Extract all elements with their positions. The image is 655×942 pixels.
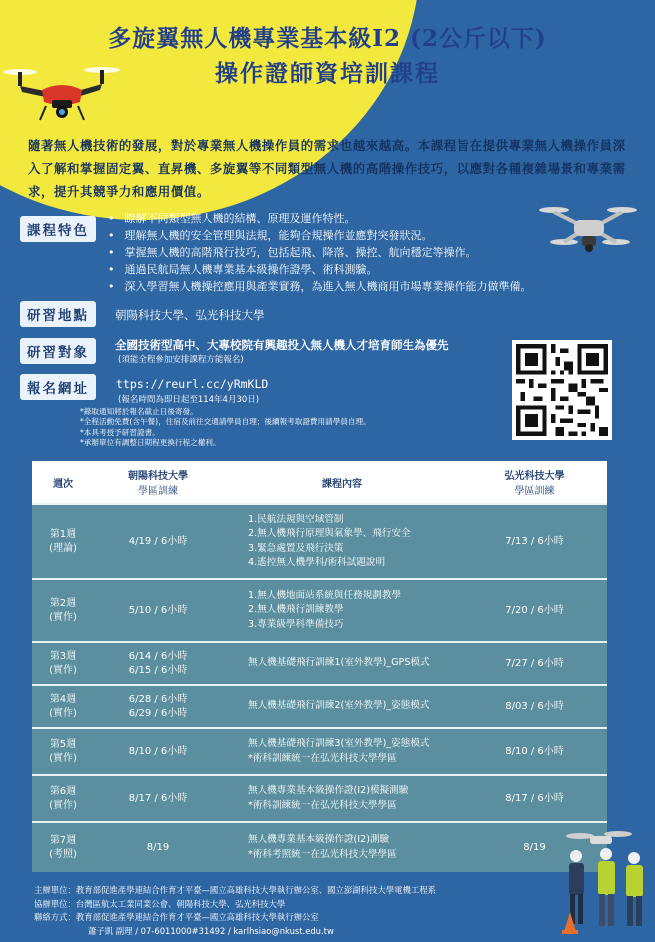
footer-contact: 聯絡方式：教育部促進產學連結合作育才平臺—國立高雄科技大學執行辦公室 xyxy=(34,912,319,922)
location-value: 朝陽科技大學、弘光科技大學 xyxy=(115,308,265,322)
table-row xyxy=(32,821,607,872)
row-content: 無人機基礎飛行訓練2(室外教學)_姿態模式 xyxy=(248,700,430,712)
row-cyut: 8/19 xyxy=(146,841,170,853)
table-row xyxy=(32,641,607,684)
header-week: 週次 xyxy=(53,478,73,490)
row-cyut: 6/28 / 6小時 6/29 / 6小時 xyxy=(128,693,188,719)
row-cyut: 6/14 / 6小時 6/15 / 6小時 xyxy=(128,650,188,676)
row-week: 第5週 (實作) xyxy=(49,738,77,764)
footer-coorganizer: 協辦單位：台灣區航太工業同業公會、朝陽科技大學、弘光科技大學 xyxy=(34,898,286,909)
row-content: 無人機專業基本級操作證(I2)測驗 *術科考照統一在弘光科技大學學區 xyxy=(248,834,397,860)
drone-illustration-right xyxy=(538,196,638,264)
row-cyut: 5/10 / 6小時 xyxy=(128,604,188,616)
row-hk: 8/03 / 6小時 xyxy=(505,700,564,712)
header-cyut xyxy=(94,467,222,497)
feature-item: • 掌握無人機的高階飛行技巧，包括起飛、降落、操控、航向穩定等操作。 xyxy=(108,244,648,261)
row-content: 無人機專業基本級操作證(I2)模擬測驗 *術科訓練統一在弘光科技大學學區 xyxy=(248,785,409,811)
header-cyut-line1: 朝陽科技大學 xyxy=(128,471,188,482)
features-label: 課程特色 xyxy=(20,216,96,242)
table-row xyxy=(32,503,607,578)
row-week: 第1週 (理論) xyxy=(49,528,77,554)
header-hk-line2: 學區訓練 xyxy=(514,486,555,497)
footer-contact-detail[interactable]: 蕭子凱 副理 / 07-6011000#31492 / karlhsiao@nkust.edu.tw xyxy=(88,925,334,936)
table-header xyxy=(32,461,607,503)
row-week: 第7週 (考照) xyxy=(49,834,77,860)
row-content: 無人機基礎飛行訓練1(室外教學)_GPS模式 xyxy=(248,657,430,669)
feature-item: • 理解無人機的安全管理與法規，能夠合規操作並應對突發狀況。 xyxy=(108,227,648,244)
row-cyut: 8/10 / 6小時 xyxy=(128,745,188,757)
title-line-2: 操作證師資培訓課程 xyxy=(215,60,440,87)
table-row xyxy=(32,774,607,821)
table-row xyxy=(32,578,607,641)
header-cyut-line2: 學區訓練 xyxy=(138,486,178,497)
notes-list xyxy=(80,407,371,448)
row-hk: 8/10 / 6小時 xyxy=(505,745,564,757)
row-week: 第4週 (實作) xyxy=(49,693,77,719)
drone-illustration-left xyxy=(2,62,122,124)
header-hk-line1: 弘光科技大學 xyxy=(504,471,565,482)
row-week: 第3週 (實作) xyxy=(49,650,77,676)
note-item: *錄取通知將於報名截止日後寄發。 xyxy=(80,407,198,416)
intro-paragraph: 隨著無人機技術的發展，對於專業無人機操作員的需求也越來越高。本課程旨在提供專業無人機操作員深入了解和掌握固定翼、直昇機、多旋翼等不同類型無人機的高階操作技巧，以應對各種複雜場景和專業需求，提升其競爭力和應用價值。 xyxy=(28,138,626,199)
note-item: *承辦單位有調整日期程更換行程之權利。 xyxy=(80,437,221,447)
row-cyut: 4/19 / 6小時 xyxy=(128,535,188,547)
signup-label: 報名網址 xyxy=(20,374,96,400)
note-item: *全程活動免費(含午餐)，住宿及前往交通請學員自理；後續報考取證費用請學員自理。 xyxy=(80,417,371,427)
row-hk: 8/19 xyxy=(523,841,546,853)
audience-value: 全國技術型高中、大專校院有興趣投入無人機人才培育師生為優先 xyxy=(115,338,449,352)
feature-item: • 通過民航局無人機專業基本級操作證學、術科測驗。 xyxy=(108,261,648,278)
signup-period: (報名時間為即日起至114年4月30日) xyxy=(118,395,260,405)
signup-url[interactable]: ttps://reurl.cc/yRmKLD xyxy=(116,377,269,391)
header-hk xyxy=(462,467,607,497)
row-content: 無人機基礎飛行訓練3(室外教學)_姿態模式 *術科訓練統一在弘光科技大學學區 xyxy=(248,738,430,764)
row-week: 第2週 (實作) xyxy=(49,597,77,623)
location-label: 研習地點 xyxy=(20,301,96,327)
workers-illustration xyxy=(560,828,652,938)
row-cyut: 8/17 / 6小時 xyxy=(128,792,188,804)
row-hk: 7/20 / 6小時 xyxy=(505,604,564,616)
table-row xyxy=(32,727,607,774)
feature-item: • 深入學習無人機操控應用與產業實務，為進入無人機商用市場專業操作能力做準備。 xyxy=(108,278,648,295)
feature-item: • 瞭解不同類型無人機的結構、原理及運作特性。 xyxy=(108,210,648,227)
header-content: 課程內容 xyxy=(322,478,362,490)
row-hk: 7/13 / 6小時 xyxy=(505,535,564,547)
row-content: 1.無人機地面站系統與任務規劃教學 2.無人機飛行訓練教學 3.專業級學科準備技巧 xyxy=(248,589,402,630)
title-line-1: 多旋翼無人機專業基本級I2 (2公斤以下) xyxy=(108,25,547,52)
row-content: 1.民航法規與空域管制 2.無人機飛行原理與氣象學、飛行安全 3.緊急處置及飛行決策 4.遙控無人機學科/術科試題說明 xyxy=(248,513,411,568)
row-hk: 8/17 / 6小時 xyxy=(505,792,564,804)
row-week: 第6週 (實作) xyxy=(49,785,77,811)
schedule-table xyxy=(32,461,607,872)
row-hk: 7/27 / 6小時 xyxy=(505,657,564,669)
footer xyxy=(34,884,436,938)
note-item: *本具考授予研習證書。 xyxy=(80,427,160,437)
audience-note: (須能全程參加安排課程方能報名) xyxy=(118,355,244,365)
qr-code[interactable] xyxy=(512,340,612,440)
audience-label: 研習對象 xyxy=(20,338,96,364)
table-row xyxy=(32,684,607,727)
footer-organizer: 主辦單位：教育部促進產學連結合作育才平臺—國立高雄科技大學執行辦公室、國立澎湖科技大學電機工程系 xyxy=(34,885,436,895)
